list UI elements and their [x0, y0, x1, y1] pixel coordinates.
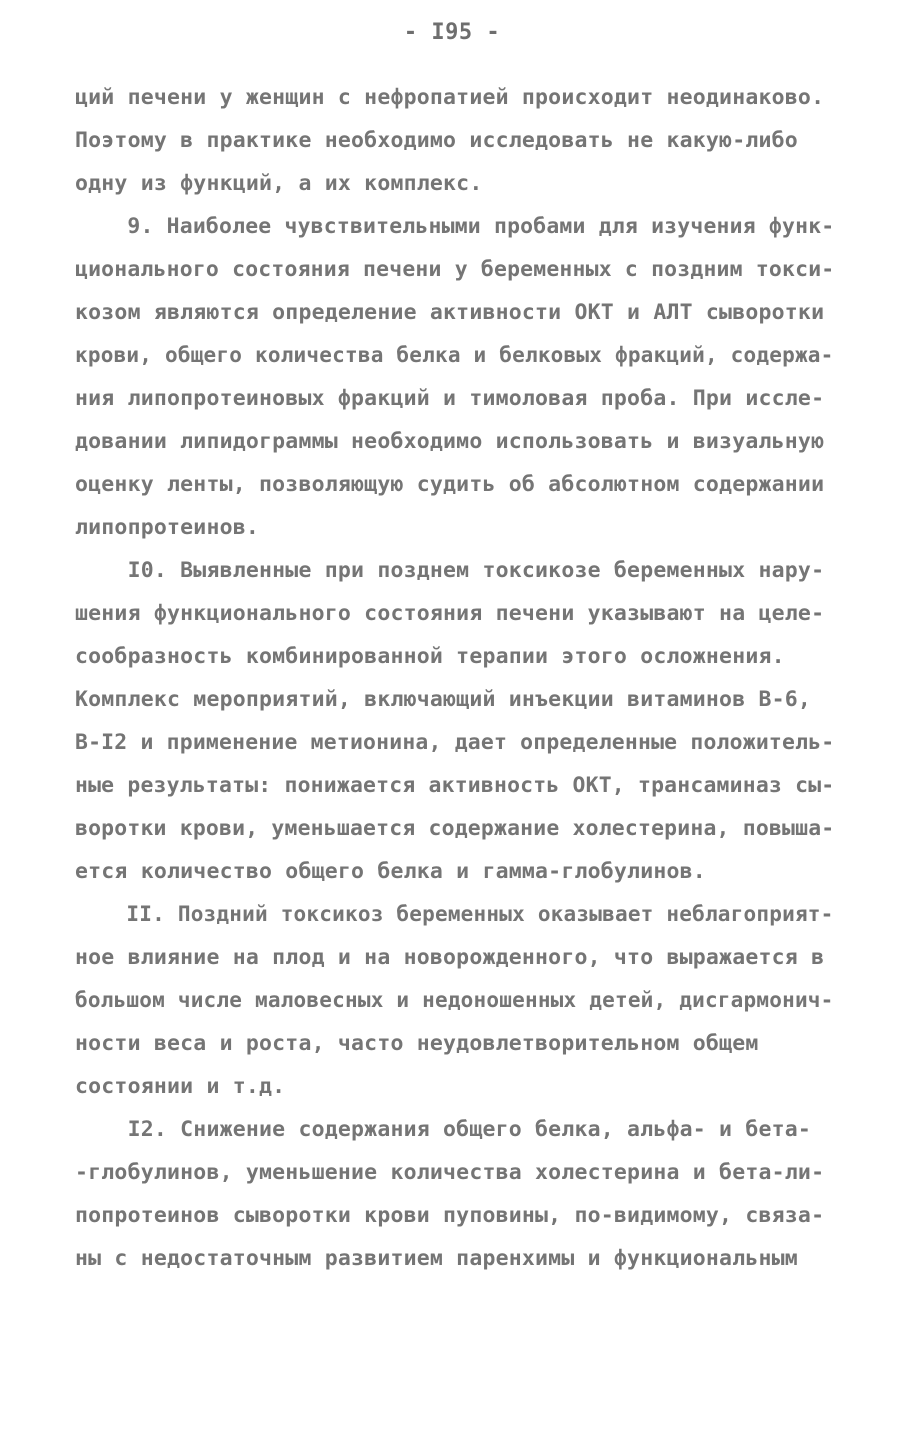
text-line: ное влияние на плод и на новорожденного, что выражается в [75, 945, 825, 970]
text-line: I2. Снижение содержания общего белка, альфа- и бета- [75, 1117, 812, 1142]
text-line: липопротеинов. [75, 515, 260, 540]
text-line: козом являются определение активности ОКТ и АЛТ сыворотки [75, 300, 825, 325]
text-line: ционального состояния печени у беременных с поздним токси- [75, 257, 835, 282]
text-line: одну из функций, а их комплекс. [75, 171, 483, 196]
text-line: оценку ленты, позволяющую судить об абсолютном содержании [75, 472, 825, 497]
text-line: I0. Выявленные при позднем токсикозе беременных нару- [75, 558, 825, 583]
text-line: 9. Наиболее чувствительными пробами для изучения функ- [75, 214, 835, 239]
text-line: шения функционального состояния печени указывают на целе- [75, 601, 825, 626]
text-line: крови, общего количества белка и белковых фракций, содержа- [75, 343, 834, 368]
page-number: - I95 - [403, 20, 501, 45]
text-line: попротеинов сыворотки крови пуповины, по-видимому, связа- [75, 1203, 825, 1228]
text-line: ны с недостаточным развитием паренхимы и функциональным [75, 1246, 798, 1271]
text-line: состоянии и т.д. [75, 1074, 286, 1099]
text-line: ется количество общего белка и гамма-глобулинов. [75, 859, 706, 884]
text-line: В-I2 и применение метионина, дает определенные положитель- [75, 730, 835, 755]
text-line: Поэтому в практике необходимо исследовать не какую-либо [75, 128, 798, 153]
text-line: ния липопротеиновых фракций и тимоловая проба. При иссле- [75, 386, 825, 411]
text-line: ций печени у женщин с нефропатией происходит неодинаково. [75, 85, 825, 110]
text-line: большом числе маловесных и недоношенных детей, дисгармонич- [75, 988, 834, 1013]
text-line: воротки крови, уменьшается содержание холестерина, повыша- [75, 816, 835, 841]
text-line: сообразность комбинированной терапии этого осложнения. [75, 644, 785, 669]
text-line: ности веса и роста, часто неудовлетворительном общем [75, 1031, 759, 1056]
text-line: довании липидограммы необходимо использовать и визуальную [75, 429, 825, 454]
text-line: -глобулинов, уменьшение количества холестерина и бета-ли- [75, 1160, 825, 1185]
text-line: Комплекс мероприятий, включающий инъекции витаминов В-6, [75, 687, 812, 712]
text-line: II. Поздний токсикоз беременных оказывает неблагоприят- [75, 902, 834, 927]
text-line: ные результаты: понижается активность ОКТ, трансаминаз сы- [75, 773, 835, 798]
